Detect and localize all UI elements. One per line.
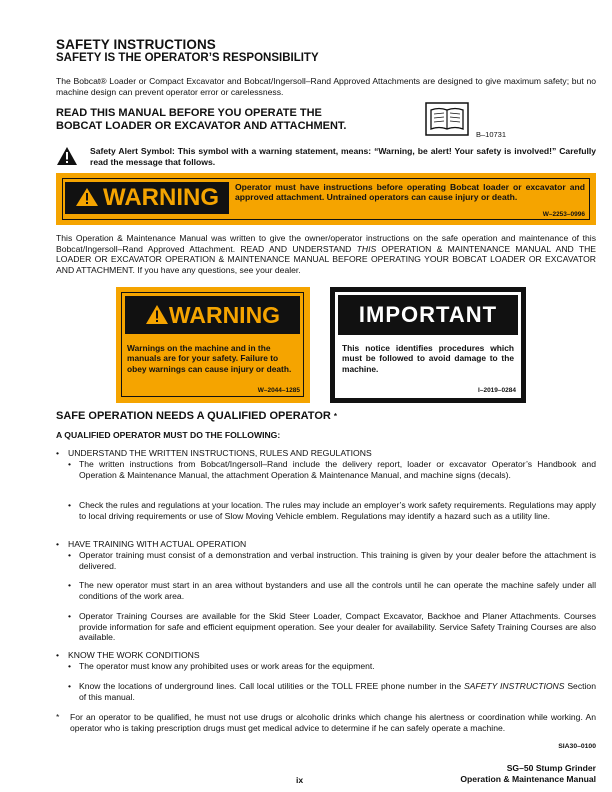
bullet: • xyxy=(68,681,72,691)
bullet: • xyxy=(68,580,72,590)
important-sign-badge: IMPORTANT xyxy=(338,295,518,335)
warning-banner-frame xyxy=(62,178,590,220)
list-item xyxy=(68,500,596,532)
warning-banner xyxy=(56,173,596,225)
page-number: ix xyxy=(296,775,304,785)
safe-operation-heading-text: SAFE OPERATION NEEDS A QUALIFIED OPERATOR xyxy=(56,410,331,422)
footnote-text: For an operator to be qualified, he must not use drugs or alcoholic drinks which change his alertness or coordination while working. An operator who is taking prescription drugs must get medical advice to determine if he can safely operate a machine. xyxy=(70,712,596,733)
list-item-text: The new operator must start in an area without bystanders and use all the controls until he can operate the machine safely under all conditions of the work area. xyxy=(79,580,596,601)
important-sign-box xyxy=(330,287,526,403)
section-heading-text: KNOW THE WORK CONDITIONS xyxy=(68,650,200,660)
read-manual-heading xyxy=(56,107,376,132)
warning-banner-code: W–2253–0996 xyxy=(542,211,585,218)
footer-product-title: SG–50 Stump Grinder xyxy=(506,763,596,773)
important-sign-message: This notice identifies procedures which must be followed to avoid damage to the machine. xyxy=(342,343,514,374)
warning-banner-badge-text: WARNING xyxy=(103,184,219,211)
list-item-text-part-2: Section of this manual. xyxy=(79,681,596,702)
footer-manual-title: Operation & Maintenance Manual xyxy=(460,774,596,784)
warning-sign-badge xyxy=(125,296,300,334)
warning-sign-box xyxy=(116,287,310,403)
page-subtitle: SAFETY IS THE OPERATOR’S RESPONSIBILITY xyxy=(56,52,319,64)
important-sign-frame xyxy=(335,292,521,398)
read-manual-heading-line-1: READ THIS MANUAL BEFORE YOU OPERATE THE xyxy=(56,107,322,119)
list-item xyxy=(68,681,596,703)
list-item xyxy=(68,580,596,602)
list-item-text: The written instructions from Bobcat/Ingersoll–Rand include the delivery report, loader or excavator Operator’s Handbook and Operation & Maintenance Manual, the attachment Operation & Maintenance Manual, and machine signs (decals). xyxy=(79,459,596,480)
book-figure-code: B–10731 xyxy=(476,130,507,139)
warning-triangle-icon xyxy=(75,187,99,207)
list-item xyxy=(68,550,596,572)
manual-purpose-text-2: OPERATION & MAINTENANCE MANUAL AND THE LOADER OR EXCAVATOR OPERATION & MAINTENANCE MANUAL BEFORE OPERATING YOUR BOBCAT LOADER OR EXCAVATOR AND ATTACHMENT. If you have any questions, see your dealer. xyxy=(56,243,597,275)
important-sign-code: I–2019–0284 xyxy=(478,387,516,394)
list-item-text: The operator must know any prohibited uses or work areas for the equipment. xyxy=(79,661,375,671)
bullet: • xyxy=(68,661,72,671)
warning-sign-code: W–2044–1285 xyxy=(257,387,300,394)
warning-banner-badge xyxy=(65,182,229,214)
list-item-text: Operator training must consist of a demonstration and verbal instruction. This training is given by your dealer before the attachment is delivered. xyxy=(79,550,596,571)
qualified-operator-heading: A QUALIFIED OPERATOR MUST DO THE FOLLOWING: xyxy=(56,430,281,440)
safe-operation-heading xyxy=(56,410,337,422)
bullet: • xyxy=(56,539,60,549)
safety-alert-statement xyxy=(90,146,596,167)
warning-sign-badge-text: WARNING xyxy=(168,302,281,328)
list-item xyxy=(68,459,596,491)
section-heading-2 xyxy=(56,539,596,550)
warning-sign-frame xyxy=(121,292,304,397)
section-heading-3 xyxy=(56,650,596,661)
open-book-icon xyxy=(425,102,469,136)
warning-banner-message: Operator must have instructions before operating Bobcat loader or excavator and approved attachment. Untrained operators can cause injury or death. xyxy=(235,182,585,203)
read-manual-heading-line-2: BOBCAT LOADER OR EXCAVATOR AND ATTACHMENT. xyxy=(56,119,347,132)
footnote-code: SIA30–0100 xyxy=(558,743,596,750)
list-item-emphasis: SAFETY INSTRUCTIONS xyxy=(463,681,565,691)
warning-triangle-icon xyxy=(145,304,169,325)
bullet: • xyxy=(68,550,72,560)
bullet: • xyxy=(68,459,72,469)
bullet: • xyxy=(68,611,72,621)
page-title: SAFETY INSTRUCTIONS xyxy=(56,37,216,52)
safe-operation-footnote-mark: * xyxy=(333,412,338,421)
section-heading-text: UNDERSTAND THE WRITTEN INSTRUCTIONS, RULES AND REGULATIONS xyxy=(68,448,372,458)
manual-purpose-paragraph xyxy=(56,233,596,275)
bullet: • xyxy=(68,500,72,510)
list-item-text xyxy=(79,681,596,702)
list-item-text: Operator Training Courses are available for the Skid Steer Loader, Compact Excavator, Backhoe and Planer Attachments. Courses provide information for safe and efficient equipment operation. See your dealer for availability. Service Safety Training Courses are also available. xyxy=(79,611,596,642)
safety-alert-text: This symbol with a warning statement, means: “Warning, be alert! Your safety is involved!” Carefully read the message that follows. xyxy=(90,146,596,167)
list-item xyxy=(68,611,596,643)
section-heading-text: HAVE TRAINING WITH ACTUAL OPERATION xyxy=(68,539,247,549)
bullet: • xyxy=(56,650,60,660)
intro-paragraph: The Bobcat® Loader or Compact Excavator and Bobcat/Ingersoll–Rand Approved Attachments are designed to give maximum safety; but no machine design can prevent operator error or carelessness. xyxy=(56,76,596,97)
bullet: • xyxy=(56,448,60,458)
warning-sign-message: Warnings on the machine and in the manuals are for your safety. Failure to obey warnings can cause injury or death. xyxy=(127,343,292,374)
footnote-mark: * xyxy=(56,712,60,722)
list-item-text-part-1: Know the locations of underground lines. Call local utilities or the TOLL FREE phone number in the xyxy=(79,681,464,691)
list-item xyxy=(68,661,596,672)
safety-alert-label: Safety Alert Symbol: xyxy=(90,146,175,156)
list-item-text: Check the rules and regulations at your location. The rules may include an employer’s work safety requirements. Regulations may apply to local driving requirements or use of Slow Moving Vehicle emblem. Regulations may identify a hazard such as a utility line. xyxy=(79,500,596,521)
safety-alert-icon xyxy=(56,146,78,166)
section-heading-1 xyxy=(56,448,596,459)
manual-purpose-text-1: This Operation & Maintenance Manual was written to give the owner/operator instructions on the safe operation and maintenance of this Bobcat/Ingersoll–Rand Approved Attachment. READ AND UNDERSTAND xyxy=(56,233,596,254)
manual-purpose-emphasis: THIS xyxy=(356,243,377,254)
